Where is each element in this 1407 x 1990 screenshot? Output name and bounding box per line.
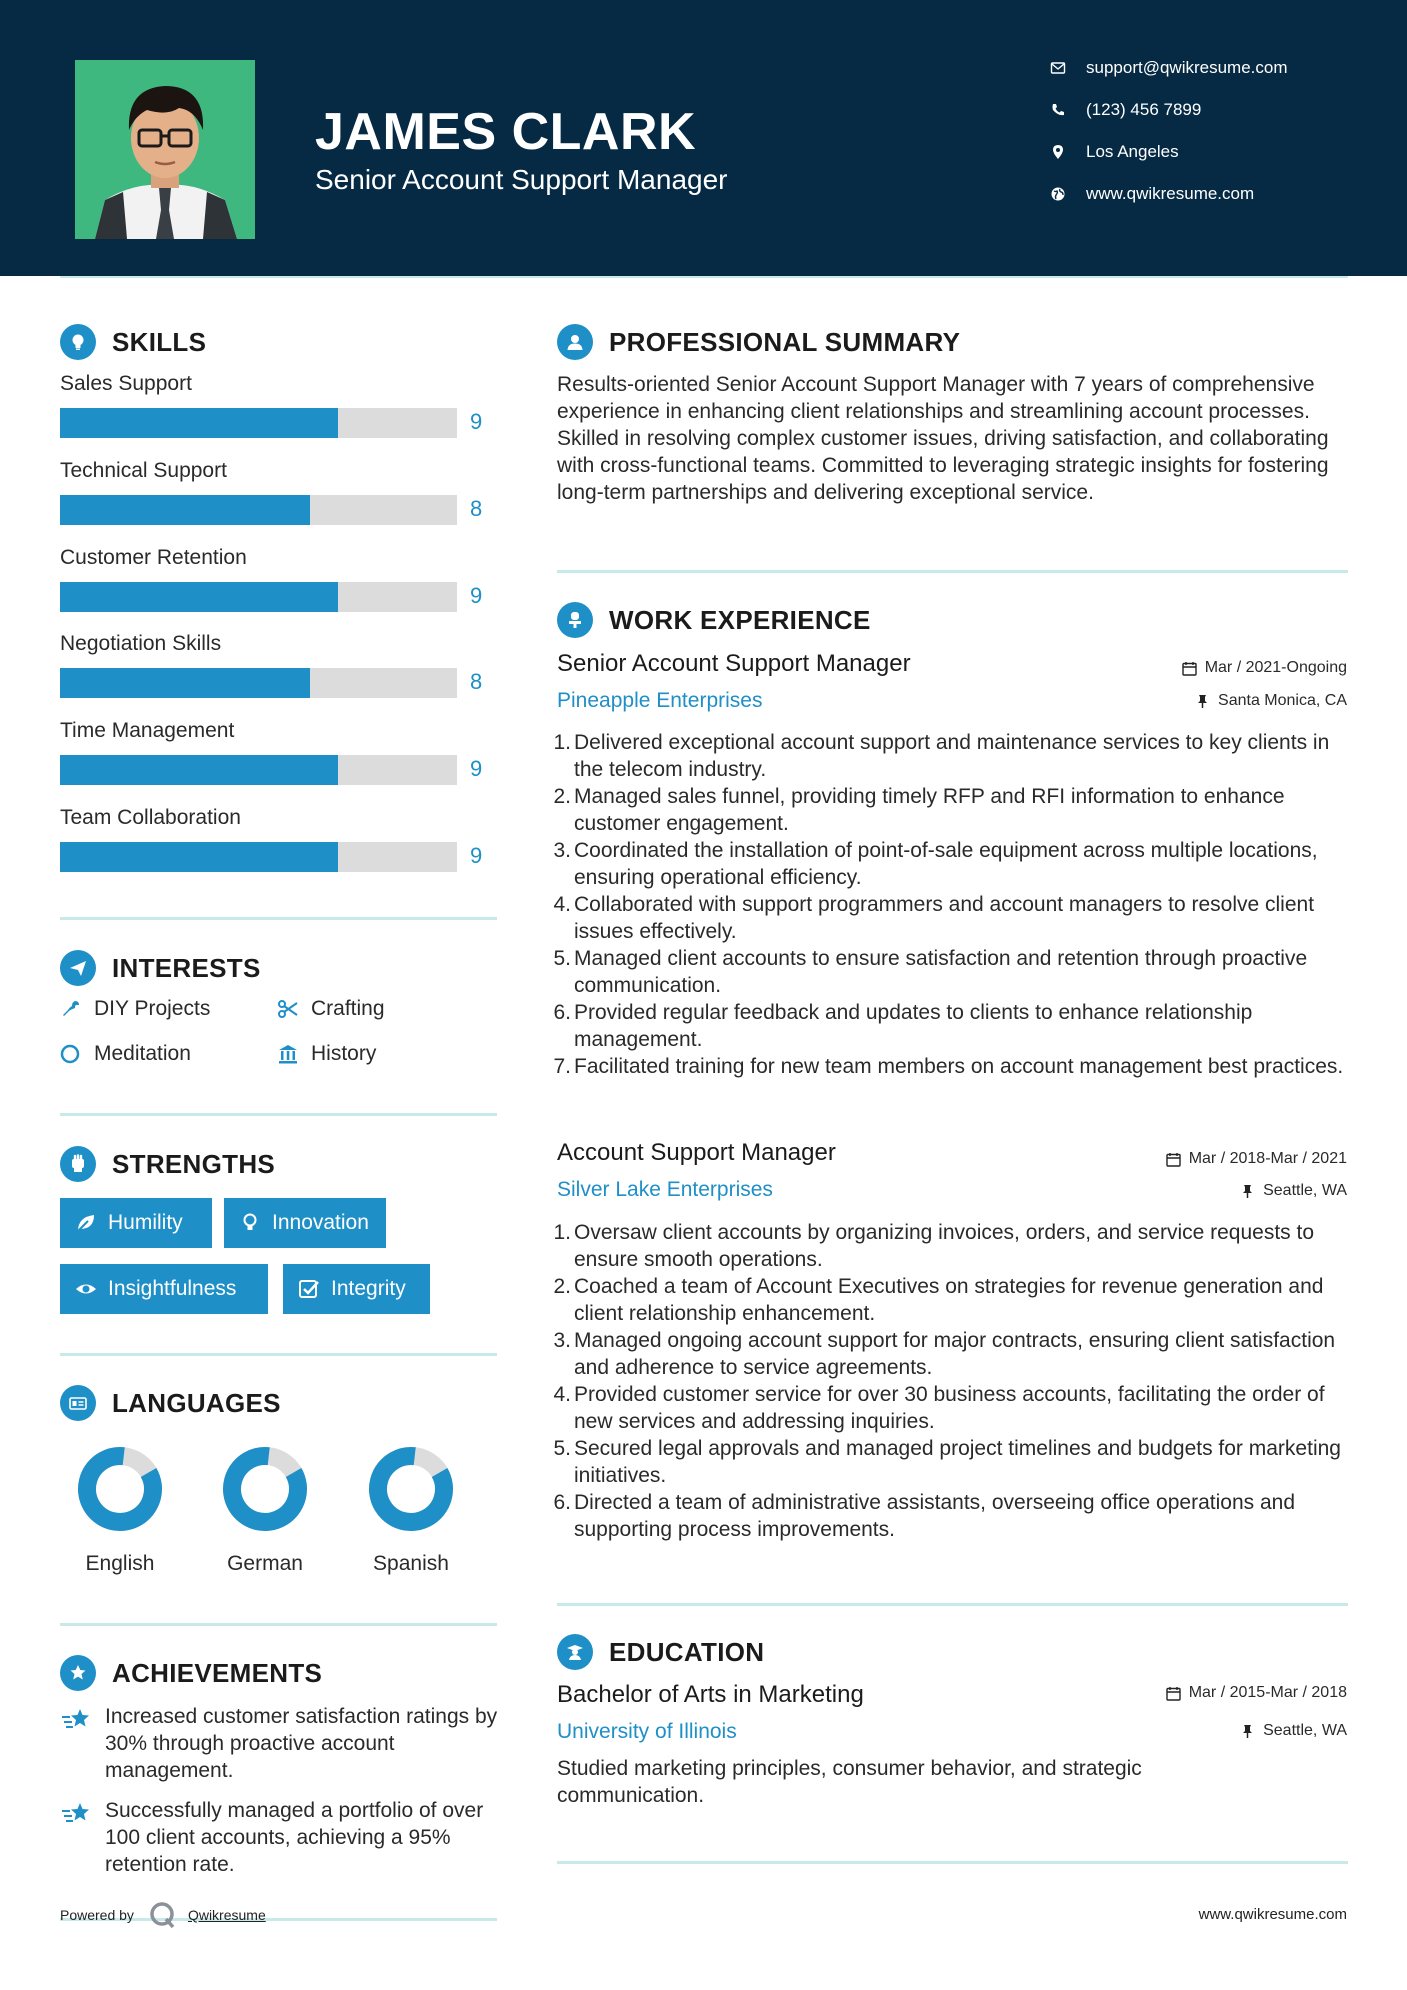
- achievement-text: Successfully managed a portfolio of over 100 client accounts, achieving a 95% retention rate.: [105, 1799, 484, 1876]
- job-bullet: [553, 837, 1353, 891]
- contact-website-text: www.qwikresume.com: [1086, 184, 1255, 203]
- strengths-heading: [60, 1146, 275, 1182]
- education-location-text: Seattle, WA: [1263, 1722, 1347, 1739]
- achievement-item: [60, 1797, 500, 1878]
- paper-plane-icon: [60, 950, 96, 986]
- fist-icon: [60, 1146, 96, 1182]
- calendar-icon: [1166, 1686, 1181, 1701]
- education-title: EDUCATION: [609, 1636, 765, 1667]
- bullet-text: Collaborated with support programmers and account managers to resolve client issues effectively.: [574, 893, 1315, 943]
- skill-bar-fill: [60, 495, 310, 525]
- summary-title: PROFESSIONAL SUMMARY: [609, 326, 961, 357]
- language-label-german: German: [227, 1552, 303, 1575]
- interest-item-history: [277, 1042, 376, 1066]
- envelope-icon: [1050, 60, 1086, 76]
- education-date-text: Mar / 2015-Mar / 2018: [1188, 1684, 1347, 1701]
- job-title: Senior Account Support Manager: [557, 650, 911, 677]
- summary-text: Results-oriented Senior Account Support Manager with 7 years of comprehensive experience in enhancing client relationships and streamlining account processes. Skilled in resolving complex customer issues, driving satisfaction, and collaborating with cross-functional teams. Committed to leveraging strategic insights for fostering long-term partnerships and delivering exceptional service.: [557, 373, 1329, 504]
- job-bullet: [553, 891, 1353, 945]
- brand-link[interactable]: Qwikresume: [187, 1907, 266, 1923]
- graduate-icon: [557, 1634, 593, 1670]
- bullet-text: Provided regular feedback and updates to clients to enhance relationship management.: [574, 1001, 1253, 1051]
- pushpin-icon: [1240, 1184, 1255, 1199]
- globe-icon: [1050, 186, 1086, 202]
- interest-label: History: [311, 1042, 377, 1065]
- job-location: [1240, 1182, 1347, 1200]
- eye-icon: [74, 1277, 98, 1301]
- job-company: Pineapple Enterprises: [557, 689, 763, 712]
- calendar-icon: [1166, 1152, 1181, 1167]
- lightbulb-icon: [238, 1211, 262, 1235]
- skill-bar: [60, 842, 457, 872]
- skill-value: 9: [470, 582, 483, 608]
- bullet-number: 1.: [553, 731, 571, 754]
- skill-label: Sales Support: [60, 372, 192, 395]
- bullet-text: Coordinated the installation of point-of-sale equipment across multiple locations, ensuring operational efficiency.: [574, 839, 1318, 889]
- job-bullet: [553, 1273, 1353, 1327]
- achievement-text: Increased customer satisfaction ratings by 30% through proactive account management.: [105, 1705, 498, 1782]
- job-date-text: Mar / 2018-Mar / 2021: [1188, 1150, 1347, 1167]
- strength-label: Insightfulness: [108, 1277, 237, 1300]
- flying-star-icon: [60, 1797, 105, 1878]
- phone-icon: [1050, 102, 1086, 118]
- skill-bar: [60, 582, 457, 612]
- summary-heading: [557, 324, 960, 360]
- job-bullet: [553, 945, 1353, 999]
- skill-value: 8: [470, 669, 483, 695]
- achievement-item: [60, 1703, 500, 1784]
- map-marker-icon: [1050, 144, 1086, 160]
- job-date-text: Mar / 2021-Ongoing: [1204, 659, 1347, 676]
- bullet-number: 3.: [553, 1329, 571, 1352]
- calendar-icon: [1182, 661, 1197, 676]
- job-bullets: [553, 1219, 1353, 1543]
- skills-divider: [60, 917, 497, 920]
- circle-icon: [60, 1043, 94, 1065]
- strengths-title: STRENGTHS: [112, 1148, 276, 1179]
- bullet-text: Managed sales funnel, providing timely RFP and RFI information to enhance customer engagement.: [574, 785, 1285, 835]
- bullet-text: Oversaw client accounts by organizing invoices, orders, and service requests to ensure smooth operations.: [574, 1221, 1315, 1271]
- education-text: Studied marketing principles, consumer behavior, and strategic communication.: [557, 1757, 1142, 1807]
- bullet-text: Delivered exceptional account support and maintenance services to key clients in the telecom industry.: [574, 731, 1330, 781]
- job-location-text: Seattle, WA: [1263, 1182, 1347, 1199]
- bullet-number: 4.: [553, 1383, 571, 1406]
- pushpin-icon: [1240, 1724, 1255, 1739]
- education-divider: [557, 1861, 1348, 1864]
- languages-title: LANGUAGES: [112, 1387, 281, 1418]
- languages-divider: [60, 1623, 497, 1626]
- bullet-number: 7.: [553, 1055, 571, 1078]
- bullet-text: Facilitated training for new team members on account management best practices.: [574, 1055, 1344, 1078]
- skill-value: 8: [470, 495, 483, 521]
- bullet-text: Managed ongoing account support for major contracts, ensuring client satisfaction and adherence to service agreements.: [574, 1329, 1336, 1379]
- job-date: [1166, 1150, 1347, 1168]
- strengths-divider: [60, 1353, 497, 1356]
- pushpin-icon: [1195, 694, 1210, 709]
- strength-label: Innovation: [272, 1211, 369, 1234]
- contact-location: [1050, 142, 1370, 162]
- bullet-number: 4.: [553, 893, 571, 916]
- skill-bar-fill: [60, 408, 338, 438]
- language-donut-charts: [60, 1440, 480, 1540]
- education-location: [1240, 1722, 1347, 1740]
- skill-bar: [60, 668, 457, 698]
- skill-bar-fill: [60, 668, 310, 698]
- job-bullet: [553, 1381, 1353, 1435]
- language-donut-fill: [220, 1444, 310, 1534]
- bullet-number: 1.: [553, 1221, 571, 1244]
- experience-divider: [557, 1603, 1348, 1606]
- skill-label: Team Collaboration: [60, 806, 241, 829]
- job-bullets: [553, 729, 1353, 1080]
- powered-by-text: Powered by: [60, 1907, 134, 1923]
- skill-label: Time Management: [60, 719, 235, 743]
- experience-heading: [557, 602, 871, 638]
- bank-icon: [277, 1043, 311, 1065]
- contact-phone[interactable]: [1050, 100, 1370, 120]
- job-location: [1195, 692, 1347, 710]
- job-bullet: [553, 1489, 1353, 1543]
- achievements-heading: [60, 1655, 322, 1691]
- bullet-text: Directed a team of administrative assistants, overseeing office operations and supporting process improvements.: [574, 1491, 1295, 1541]
- skill-value: 9: [470, 843, 483, 868]
- profile-photo: [75, 60, 255, 239]
- strength-badge-integrity: [283, 1264, 430, 1314]
- skill-bar-fill: [60, 842, 338, 872]
- education-date: [1166, 1684, 1347, 1702]
- lightbulb-icon: [60, 324, 96, 360]
- interests-heading: [60, 950, 261, 986]
- bullet-text: Managed client accounts to ensure satisfaction and retention through proactive communication.: [574, 947, 1308, 997]
- language-donut-fill: [75, 1444, 165, 1534]
- bullet-number: 3.: [553, 839, 571, 862]
- interest-label: Meditation: [94, 1042, 191, 1065]
- skill-value: 9: [470, 409, 483, 434]
- skill-label: Negotiation Skills: [60, 632, 222, 656]
- resume-header: [0, 0, 1407, 276]
- achievements-title: ACHIEVEMENTS: [112, 1657, 323, 1688]
- user-icon: [557, 324, 593, 360]
- job-location-text: Santa Monica, CA: [1218, 692, 1347, 709]
- interests-divider: [60, 1113, 497, 1116]
- skills-title: SKILLS: [112, 326, 207, 357]
- strength-badge-innovation: [224, 1198, 386, 1248]
- interest-label: Crafting: [311, 997, 385, 1020]
- star-badge-icon: [60, 1655, 96, 1691]
- bullet-number: 2.: [553, 785, 571, 808]
- bullet-number: 6.: [553, 1491, 571, 1514]
- strength-badge-humility: [60, 1198, 212, 1248]
- job-bullet: [553, 1219, 1353, 1273]
- interest-label: DIY Projects: [94, 997, 211, 1020]
- experience-title: WORK EXPERIENCE: [609, 604, 871, 635]
- interests-title: INTERESTS: [112, 952, 261, 983]
- bullet-text: Coached a team of Account Executives on strategies for revenue generation and client relationship enhancement.: [574, 1275, 1324, 1325]
- skill-bar-fill: [60, 582, 338, 612]
- skill-bar: [60, 495, 457, 525]
- skill-bar: [60, 408, 457, 438]
- header-divider: [60, 276, 1348, 278]
- skill-bar: [60, 755, 457, 785]
- bullet-text: Secured legal approvals and managed project timelines and budgets for marketing initiatives.: [574, 1437, 1341, 1487]
- job-company: Silver Lake Enterprises: [557, 1178, 773, 1201]
- candidate-title: Senior Account Support Manager: [315, 164, 728, 195]
- job-bullet: [553, 729, 1353, 783]
- interest-item-crafting: [277, 997, 385, 1021]
- job-date: [1182, 659, 1347, 677]
- skill-label: Customer Retention: [60, 545, 247, 569]
- briefcase-icon: [557, 602, 593, 638]
- bullet-number: 6.: [553, 1001, 571, 1024]
- wrench-icon: [60, 998, 94, 1020]
- bullet-number: 5.: [553, 1437, 571, 1460]
- bullet-number: 5.: [553, 947, 571, 970]
- strength-label: Integrity: [331, 1277, 406, 1300]
- summary-divider: [557, 570, 1348, 573]
- footer-url[interactable]: www.qwikresume.com: [1198, 1906, 1347, 1923]
- contact-website[interactable]: [1050, 184, 1370, 204]
- bullet-number: 2.: [553, 1275, 571, 1298]
- job-bullet: [553, 999, 1353, 1053]
- leaf-icon: [74, 1211, 98, 1235]
- languages-heading: [60, 1385, 281, 1421]
- education-degree: Bachelor of Arts in Marketing: [557, 1681, 864, 1708]
- footer-powered-by: [60, 1900, 266, 1930]
- strength-label: Humility: [108, 1211, 183, 1234]
- interest-item-diy: [60, 997, 210, 1021]
- contact-email[interactable]: [1050, 58, 1370, 78]
- language-card-icon: [60, 1385, 96, 1421]
- job-title: Account Support Manager: [557, 1139, 836, 1166]
- skill-label: Technical Support: [60, 458, 227, 482]
- interest-item-meditation: [60, 1042, 191, 1066]
- language-label-spanish: Spanish: [373, 1552, 449, 1575]
- skill-bar-fill: [60, 755, 338, 785]
- job-bullet: [553, 1053, 1353, 1080]
- education-heading: [557, 1634, 764, 1670]
- bullet-text: Provided customer service for over 30 business accounts, facilitating the order of new services and addressing inquiries.: [574, 1383, 1325, 1433]
- contact-phone-text: (123) 456 7899: [1086, 100, 1202, 119]
- contact-location-text: Los Angeles: [1086, 142, 1179, 161]
- candidate-name: JAMES CLARK: [315, 103, 697, 161]
- language-label-english: English: [85, 1552, 155, 1575]
- education-school: University of Illinois: [557, 1720, 737, 1743]
- language-donut-fill: [366, 1444, 456, 1534]
- skills-heading: [60, 324, 206, 360]
- job-bullet: [553, 783, 1353, 837]
- strength-badge-insightfulness: [60, 1264, 268, 1314]
- scissors-icon: [277, 998, 311, 1020]
- job-bullet: [553, 1327, 1353, 1381]
- flying-star-icon: [60, 1703, 105, 1784]
- check-square-icon: [297, 1277, 321, 1301]
- job-bullet: [553, 1435, 1353, 1489]
- qwikresume-logo-icon: [148, 1900, 178, 1930]
- skill-value: 9: [470, 756, 483, 782]
- contact-email-text: support@qwikresume.com: [1086, 58, 1288, 77]
